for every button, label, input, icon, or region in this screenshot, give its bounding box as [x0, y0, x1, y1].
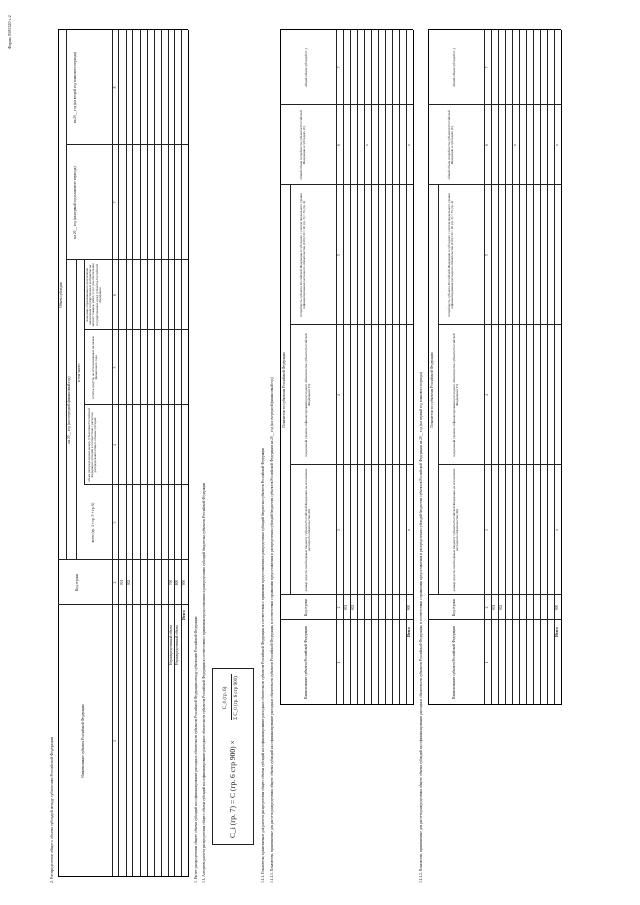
col-total: всего (гр. 4 + гр. 5 + гр. 6) — [91, 502, 95, 543]
formula-box — [212, 668, 254, 845]
t3-colnum: 2 — [485, 606, 489, 609]
section311-title: 3.1.1. Показатели, применяемые для расчета распределения общего объема субсидий на софинансирование расходных обязательств субъектов Российской Федерации, в соответствии с правилами предоставления и распределения субсидий бюджетам субъектов Российской Федерации — [261, 447, 265, 883]
t2-x-mark: x — [365, 144, 369, 146]
t2-row-code: 001 — [344, 604, 348, 611]
col-including: в том числе: — [77, 363, 81, 382]
col5-header: остаток средств, не использованных на начало финансового года — [91, 335, 99, 400]
t2-col7: общий объем субсидий (C₁) — [304, 47, 308, 88]
formula-denominator: Σ C_0 (гр. 6 стр 900) — [234, 676, 239, 720]
year-second: на 20__ год (на второй год планового периода) — [73, 51, 77, 124]
section31-title: 3.1. Алгоритм расчета распределения общего объема субсидий на софинансирование расходных обязательств субъектов Российской Федерации в соответствии с правилами предоставления и распределения субсидий бюджетам субъектов Российской Федерации — [202, 482, 206, 883]
t3-x-mark: x — [555, 144, 559, 146]
colnum-5: 5 — [113, 366, 117, 369]
t3-col-name: Наименование субъекта Российской Федерации — [452, 625, 456, 700]
section3112-title: 3.1.1.2. Показатели, применяемые для расчета распределения общего объема субсидий на софинансирование расходных обязательств субъектов Российской Федерации, в соответствии с правилами предоставления и распределения субсидий бюджетам субъектов Российской Федерации на 20__ год (на первый год планового периода) — [419, 372, 423, 883]
col-region-name: Наименование субъекта Российской Федерации — [81, 704, 85, 778]
form-number: Форма 0505320 с.2 — [7, 15, 12, 49]
t2-col-indicators: Показатели по субъектам Российской Федерации — [282, 352, 286, 428]
t3-x-mark: x — [513, 144, 517, 146]
t3-total-label: Итого — [555, 627, 559, 637]
col6-header: экономия, образованная по результатам заключения государственных контрактов на закупку товаров, работ, услуг для обеспечения государственных нужд субъектов Российской Федерации — [85, 263, 102, 327]
t3-row-code: 002 — [499, 604, 503, 611]
year-first: на 20__ год (на первый год планового периода) — [73, 166, 77, 239]
t2-colnum: 3 — [337, 529, 341, 531]
formula-lhs: C_i (гр. 7) = C (гр. 6 стр 900) × — [228, 740, 237, 838]
t3-col6: общий объем потребности субъектов Российской Федерации в субсидиях (C) — [447, 110, 455, 180]
row-total-label: Итого — [182, 610, 186, 620]
t3-colnum: 7 — [485, 66, 489, 69]
colnum-3: 3 — [113, 521, 117, 524]
t2-col-code: Код строки — [304, 598, 308, 617]
t2-col4: предельный уровень софинансирования расходного обязательства субъекта Российской Федерации (Yi) — [304, 333, 312, 457]
colnum-8: 8 — [113, 86, 117, 89]
section2-title: 2. Распределение общего объема субсидий между субъектами Российской Федерации — [49, 737, 54, 883]
t2-colnum: 4 — [337, 394, 341, 396]
t2-colnum: 1 — [337, 661, 341, 664]
section3-title: 3. Расчет распределения общего объема субсидий на софинансирование расходных обязательств субъектов Российской Федерации между субъектами Российской Федерации — [194, 616, 198, 883]
t2-col5: потребность субъекта Российской Федерации в субсидиях с учетом предельного уровня софинансирования расходного обязательства (Ci0) Ci0 = Ri (гр. 3) × Yi (гр. 4) — [299, 193, 307, 317]
t2-colnum: 7 — [337, 66, 341, 69]
t2-col6: общий объем потребности субъектов Российской Федерации в субсидиях (C) — [299, 110, 307, 180]
colnum-4: 4 — [113, 444, 117, 446]
colnum-2: 2 — [113, 581, 117, 584]
row-code: 001 — [120, 579, 124, 586]
t3-col7: общий объем субсидий (C₁) — [452, 47, 456, 88]
t2-colnum: 5 — [337, 254, 341, 256]
year-current: на 20__ год (на очередной финансовый год) — [67, 376, 71, 444]
row-code: 900 — [182, 579, 186, 586]
col4-header: объем распределенных между субъектами Российской Федерации субсидий в соответствии с расчетом распределения общего объема субсидий — [87, 408, 98, 482]
col-code: Код строки — [75, 573, 79, 592]
t2-colnum: 6 — [337, 144, 341, 146]
t3-col-indicators: Показатели по субъектам Российской Федерации — [430, 352, 434, 428]
t2-x-mark: x — [407, 144, 411, 146]
col-volume: Объем субсидии — [59, 282, 63, 308]
t3-col4: предельный уровень софинансирования расходного обязательства субъекта Российской Федерации (Yi) — [452, 333, 460, 457]
t3-colnum: 6 — [485, 144, 489, 146]
colnum-6: 6 — [113, 294, 117, 296]
t3-colnum: 3 — [485, 529, 489, 531]
t2-col3: размер средств, необходимых бюджету субъекта Российской Федерации на исполнение расходного обязательства (Ri) — [304, 468, 312, 592]
t2-x-mark: x — [407, 529, 411, 531]
t3-col-code: Код строки — [452, 598, 456, 617]
t3-col5: потребность субъекта Российской Федерации в субсидиях с учетом предельного уровня софинансирования расходного обязательства (Ci0) Ci0 = Ri (гр. 3) × Yi (гр. 4) — [447, 193, 455, 317]
row-unallocated-label: Нераспределенный объем — [175, 625, 179, 665]
t2-total-code: 900 — [407, 604, 411, 611]
t3-col3: размер средств, необходимых бюджету субъекта Российской Федерации на исполнение расходного обязательства (Ri) — [452, 468, 460, 592]
t3-colnum: 4 — [485, 394, 489, 396]
row-code: 002 — [127, 579, 131, 586]
t2-row-code: 002 — [351, 604, 355, 611]
t2-colnum: 2 — [337, 606, 341, 609]
section3111-title: 3.1.1.1. Показатели, применяемые для расчета распределения общего объема субсидий на софинансирование расходных обязательств субъектов Российской Федерации, в соответствии с правилами предоставления и распределения субсидий бюджетам субъектов Российской Федерации на 20__ год (на очередной финансовый год) — [270, 377, 274, 883]
colnum-1: 1 — [113, 740, 117, 742]
t3-colnum: 5 — [485, 254, 489, 256]
t3-x-mark: x — [555, 529, 559, 531]
t3-total-code: 900 — [555, 604, 559, 611]
formula-numerator: C_0 (гр. 6) — [223, 686, 228, 710]
row-code: 800 — [175, 579, 179, 586]
colnum-7: 7 — [113, 201, 117, 204]
t3-colnum: 1 — [485, 661, 489, 664]
row-code: 700 — [169, 579, 173, 586]
row-unallocated-label: Нераспределенный объем — [169, 625, 173, 665]
t3-row-code: 001 — [492, 604, 496, 611]
t2-total-label: Итого — [407, 627, 411, 637]
t2-col-name: Наименование субъекта Российской Федерации — [304, 625, 308, 700]
